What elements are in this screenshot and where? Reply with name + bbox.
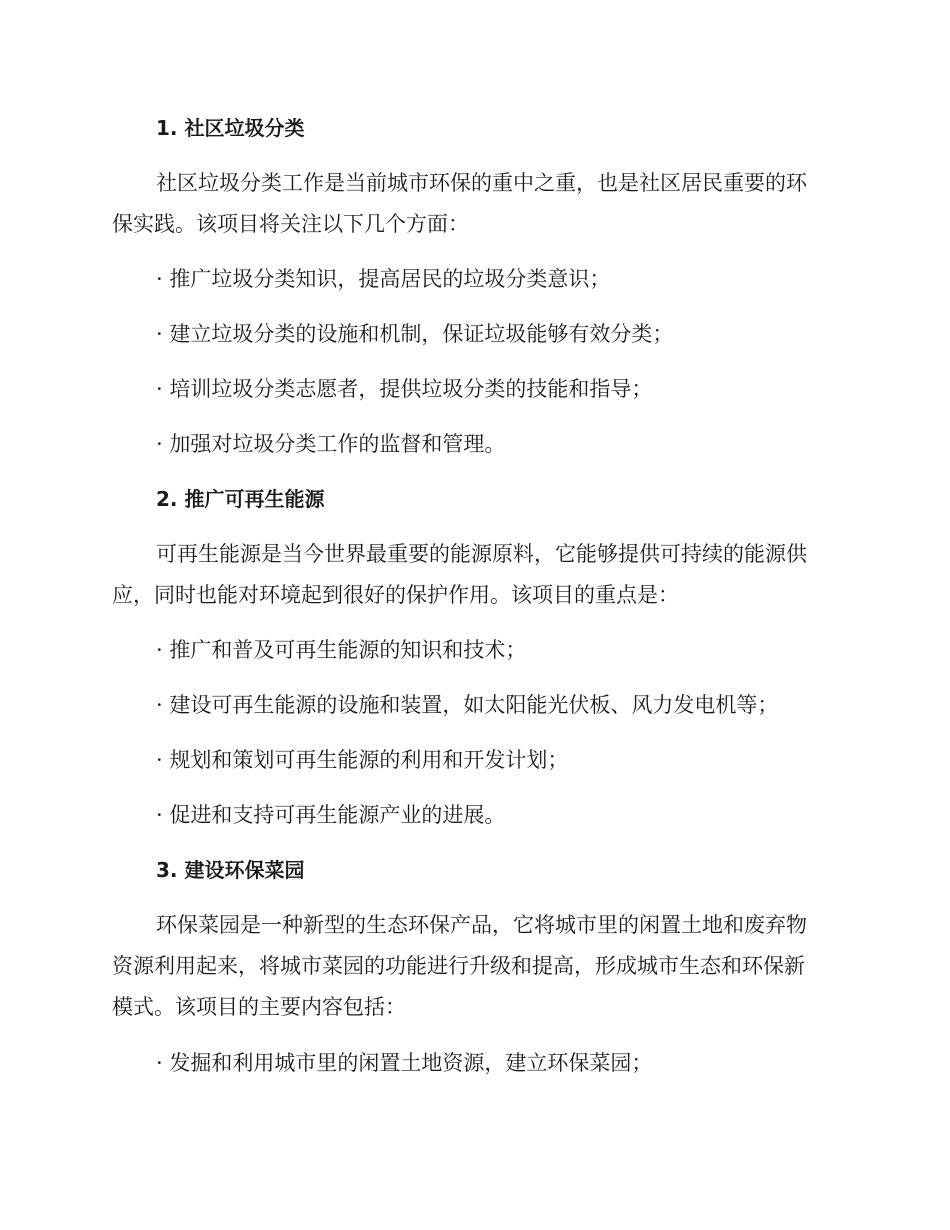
bullet-item: · 促进和支持可再生能源产业的进展。: [156, 803, 506, 827]
bullet-item: · 推广和普及可再生能源的知识和技术；: [156, 638, 527, 662]
bullet-item: · 建设可再生能源的设施和装置，如太阳能光伏板、风力发电机等；: [156, 693, 779, 717]
bullet-item: · 规划和策划可再生能源的利用和开发计划；: [156, 748, 569, 772]
bullet-item: · 培训垃圾分类志愿者，提供垃圾分类的技能和指导；: [156, 377, 653, 401]
section-heading: 2. 推广可再生能源: [156, 487, 325, 511]
paragraph-line: 资源利用起来，将城市菜园的功能进行升级和提高，形成城市生态和环保新: [112, 954, 805, 978]
bullet-item: · 加强对垃圾分类工作的监督和管理。: [156, 432, 506, 456]
paragraph-line: 社区垃圾分类工作是当前城市环保的重中之重，也是社区居民重要的环: [156, 171, 807, 195]
paragraph-line: 环保菜园是一种新型的生态环保产品，它将城市里的闲置土地和废弃物: [156, 913, 807, 937]
bullet-item: · 发掘和利用城市里的闲置土地资源，建立环保菜园；: [156, 1051, 653, 1075]
bullet-item: · 推广垃圾分类知识，提高居民的垃圾分类意识；: [156, 267, 611, 291]
paragraph-line: 可再生能源是当今世界最重要的能源原料，它能够提供可持续的能源供: [156, 542, 807, 566]
paragraph-line: 模式。该项目的主要内容包括：: [112, 995, 406, 1019]
section-heading: 1. 社区垃圾分类: [156, 116, 305, 140]
section-heading: 3. 建设环保菜园: [156, 858, 305, 882]
bullet-item: · 建立垃圾分类的设施和机制，保证垃圾能够有效分类；: [156, 322, 674, 346]
paragraph-line: 应，同时也能对环境起到很好的保护作用。该项目的重点是：: [112, 583, 679, 607]
paragraph-line: 保实践。该项目将关注以下几个方面：: [112, 212, 469, 236]
